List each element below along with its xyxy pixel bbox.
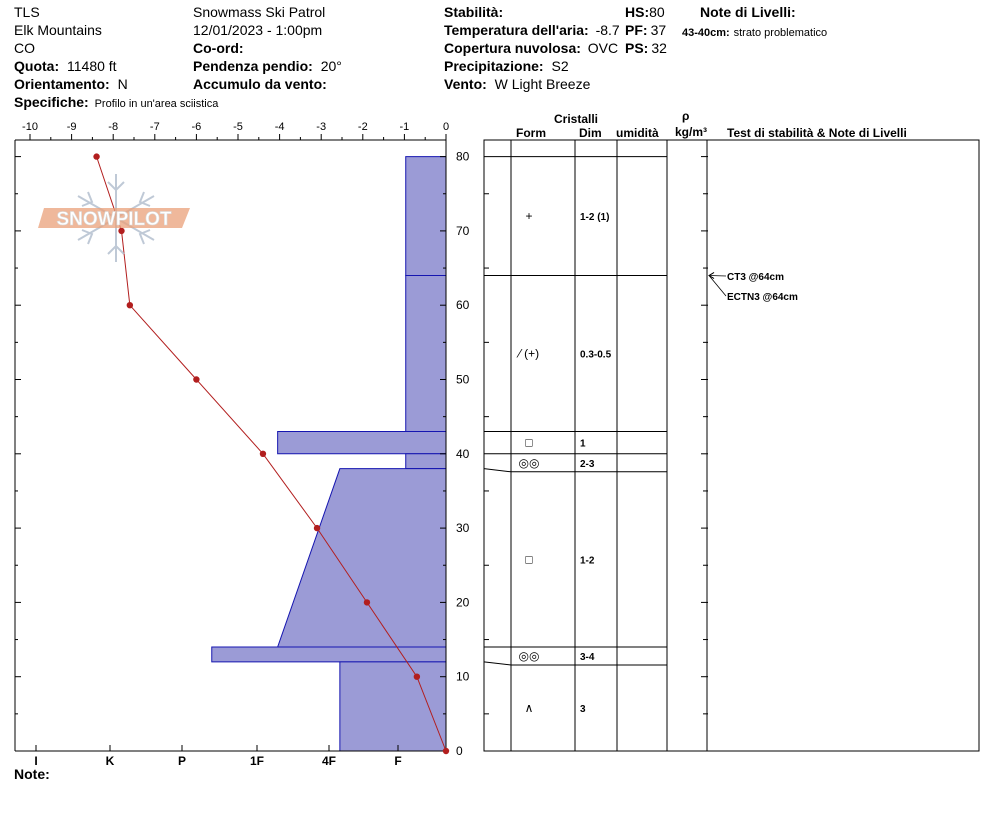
- height-tick-label: 10: [456, 669, 470, 684]
- hardness-layer: [278, 432, 446, 454]
- temperature-point: [364, 599, 370, 605]
- grain-size-label: 0.3-0.5: [580, 349, 612, 361]
- grain-size-label: 3-4: [580, 651, 595, 663]
- grain-form-symbol: ⁄ (+): [518, 346, 540, 361]
- hardness-tick-label: 4F: [321, 754, 337, 768]
- temperature-point: [443, 748, 449, 754]
- cloud-value: OVC: [587, 40, 619, 56]
- height-tick-label: 30: [456, 521, 470, 536]
- grain-form-symbol: ◎◎: [518, 648, 540, 663]
- temperature-tick-label: 0: [442, 121, 450, 133]
- notes-label: Note:: [14, 766, 50, 782]
- hardness-tick-label: 1F: [249, 754, 265, 768]
- hardness-layer: [406, 275, 446, 431]
- hardness-layer: [406, 157, 446, 276]
- coord-label: Co-ord:: [193, 40, 244, 56]
- temperature-tick-label: -1: [399, 121, 410, 133]
- elevation-label: Quota:: [14, 58, 60, 74]
- temperature-tick-label: -8: [108, 121, 119, 133]
- tests-header: Test di stabilità & Note di Livelli: [727, 126, 907, 140]
- temperature-tick-label: -2: [357, 121, 368, 133]
- air-temp-label: Temperatura dell'aria:: [444, 22, 589, 38]
- specifics-value: Profilo in un'area sciistica: [94, 98, 219, 110]
- temperature-point: [193, 376, 199, 382]
- stability-test-label: ECTN3 @64cm: [727, 292, 798, 303]
- temperature-tick-label: -6: [191, 121, 202, 133]
- temperature-point: [260, 451, 266, 457]
- aspect-label: Orientamento:: [14, 76, 110, 92]
- layer-note-range: 43-40cm:: [682, 27, 730, 39]
- stability-test-pointer: [709, 275, 726, 296]
- wind-value: W Light Breeze: [494, 76, 591, 92]
- specifics-label: Specifiche:: [14, 94, 89, 110]
- hs-value: 80: [649, 4, 665, 20]
- form-header: Form: [516, 126, 546, 140]
- aspect-value: N: [117, 76, 128, 92]
- hardness-layer: [340, 662, 446, 751]
- layer-table: [484, 140, 979, 751]
- precip-label: Precipitazione:: [444, 58, 544, 74]
- height-tick-label: 40: [456, 446, 470, 461]
- hardness-layer: [406, 454, 446, 469]
- hardness-tick-label: K: [105, 754, 115, 768]
- grain-size-label: 1-2: [580, 555, 595, 567]
- datetime: 12/01/2023 - 1:00pm: [193, 22, 323, 38]
- hs-label: HS:: [625, 4, 650, 20]
- grain-size-label: 3: [580, 703, 586, 715]
- layer-note-text: strato problematico: [733, 27, 828, 39]
- density-header: kg/m³: [675, 125, 708, 139]
- precip-value: S2: [551, 58, 569, 74]
- grain-size-label: 2-3: [580, 458, 595, 470]
- observer: TLS: [14, 4, 40, 20]
- size-header: Dim: [579, 126, 602, 140]
- height-tick-label: 0: [456, 744, 463, 758]
- grain-form-symbol: ∧: [524, 700, 534, 715]
- slope-label: Pendenza pendio:: [193, 58, 313, 74]
- hardness-layer: [212, 647, 446, 662]
- ps-label: PS:: [625, 40, 649, 56]
- crystals-header: Cristalli: [554, 112, 599, 126]
- height-tick-label: 80: [456, 149, 470, 164]
- grain-form-symbol: □: [525, 552, 533, 567]
- temperature-point: [414, 674, 420, 680]
- pf-label: PF:: [625, 22, 648, 38]
- temperature-tick-label: -5: [233, 121, 243, 133]
- stability-test-label: CT3 @64cm: [727, 272, 784, 283]
- slope-value: 20°: [320, 58, 342, 74]
- state: CO: [14, 40, 35, 56]
- height-tick-label: 60: [456, 298, 470, 313]
- hardness-tick-label: P: [177, 754, 187, 768]
- grain-form-symbol: ◎◎: [518, 455, 540, 470]
- temperature-point: [127, 302, 133, 308]
- cloud-label: Copertura nuvolosa:: [444, 40, 581, 56]
- temperature-tick-label: -3: [316, 121, 327, 133]
- snowpilot-logo: [36, 168, 196, 268]
- hardness-profile: [212, 157, 446, 751]
- wind-loading-label: Accumulo da vento:: [193, 76, 327, 92]
- grain-form-symbol: □: [525, 435, 533, 450]
- height-tick-label: 50: [456, 372, 470, 387]
- air-temp-value: -8.7: [595, 22, 620, 38]
- layer-notes-label: Note di Livelli:: [700, 4, 796, 20]
- temperature-tick-label: -10: [22, 121, 38, 133]
- organization: Snowmass Ski Patrol: [193, 4, 326, 20]
- hardness-tick-label: F: [394, 754, 402, 768]
- temperature-tick-label: -4: [274, 121, 285, 133]
- temperature-point: [93, 153, 99, 159]
- pf-value: 37: [650, 22, 667, 38]
- height-tick-label: 70: [456, 223, 470, 238]
- layer-table-frame: [484, 140, 979, 751]
- elevation-value: 11480 ft: [67, 58, 117, 74]
- grain-size-label: 1-2 (1): [580, 212, 610, 224]
- temperature-tick-label: -9: [66, 121, 77, 133]
- stability-test-pointer: [709, 275, 726, 276]
- wind-label: Vento:: [444, 76, 487, 92]
- temperature-tick-label: -7: [149, 121, 160, 133]
- temperature-point: [314, 525, 320, 531]
- hardness-layer: [278, 469, 446, 647]
- rho-header: ρ: [682, 109, 690, 123]
- height-tick-label: 20: [456, 595, 470, 610]
- mountain-range: Elk Mountains: [14, 22, 102, 38]
- ps-value: 32: [651, 40, 667, 56]
- moisture-header: umidità: [616, 126, 659, 140]
- grain-form-symbol: +: [525, 209, 533, 224]
- stability-label: Stabilità:: [444, 4, 504, 20]
- hardness-tick-label: I: [34, 754, 38, 768]
- logo-text: SNOWPILOT: [56, 209, 172, 230]
- grain-size-label: 1: [580, 438, 586, 450]
